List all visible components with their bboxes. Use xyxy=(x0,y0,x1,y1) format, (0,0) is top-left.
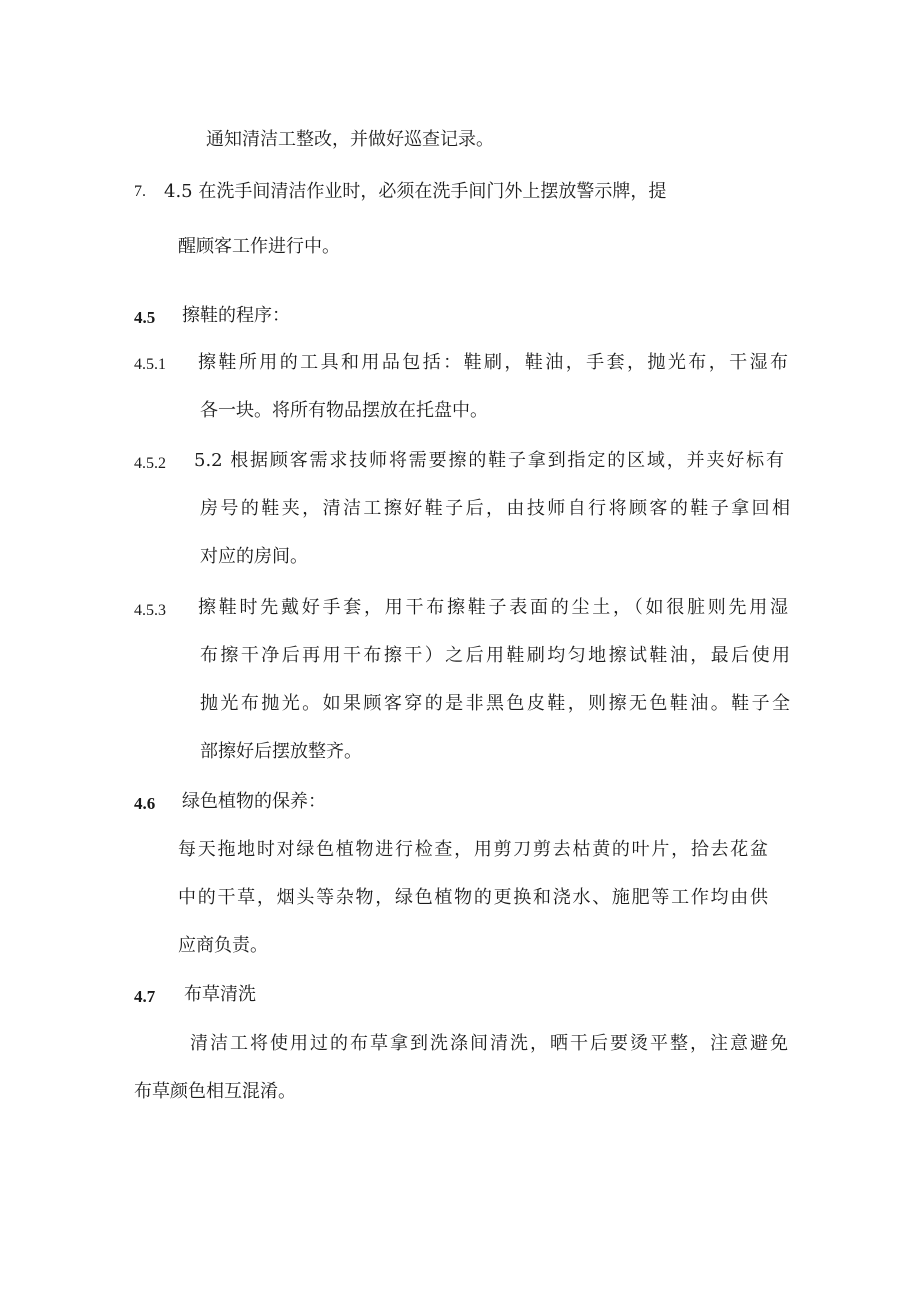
section-4-5-title: 擦鞋的程序： xyxy=(182,305,290,326)
section-4-5-number: 4.5 xyxy=(134,308,156,327)
item-4-5-3-line-4: 部擦好后摆放整齐。 xyxy=(200,741,362,762)
item-4-5-2-line-1: 5.2 根据顾客需求技师将需要擦的鞋子拿到指定的区域，并夹好标有 xyxy=(194,450,784,471)
section-4-6-number: 4.6 xyxy=(134,794,156,813)
section-4-7-line-1: 清洁工将使用过的布草拿到洗涤间清洗，晒干后要烫平整，注意避免 xyxy=(190,1033,788,1054)
item-4-5-1-line-2: 各一块。将所有物品摆放在托盘中。 xyxy=(200,400,488,421)
item-7-line-1: 4.5 在洗手间清洁作业时，必须在洗手间门外上摆放警示牌，提 xyxy=(164,181,667,202)
item-4-5-1-number: 4.5.1 xyxy=(134,356,166,373)
item-4-5-2-line-3: 对应的房间。 xyxy=(200,546,308,567)
item-7-line-2: 醒顾客工作进行中。 xyxy=(178,236,340,257)
section-4-6-line-1: 每天拖地时对绿色植物进行检查，用剪刀剪去枯黄的叶片，拾去花盆 xyxy=(178,839,768,860)
section-4-6-title: 绿色植物的保养： xyxy=(182,791,326,812)
item-4-5-1-line-1: 擦鞋所用的工具和用品包括：鞋刷，鞋油，手套，抛光布，干湿布 xyxy=(198,352,788,373)
item-4-5-2-line-2: 房号的鞋夹，清洁工擦好鞋子后，由技师自行将顾客的鞋子拿回相 xyxy=(200,498,790,519)
intro-line: 通知清洁工整改，并做好巡查记录。 xyxy=(206,129,494,150)
section-4-6-line-2: 中的干草，烟头等杂物，绿色植物的更换和浇水、施肥等工作均由供 xyxy=(178,887,768,908)
section-4-6-line-3: 应商负责。 xyxy=(178,935,268,956)
item-4-5-3-line-2: 布擦干净后再用干布擦干）之后用鞋刷均匀地擦试鞋油，最后使用 xyxy=(200,645,790,666)
item-4-5-3-line-1: 擦鞋时先戴好手套，用干布擦鞋子表面的尘土，（如很脏则先用湿 xyxy=(198,597,788,618)
item-4-5-3-line-3: 抛光布抛光。如果顾客穿的是非黑色皮鞋，则擦无色鞋油。鞋子全 xyxy=(200,693,790,714)
section-4-7-title: 布草清洗 xyxy=(184,984,256,1005)
item-4-5-2-number: 4.5.2 xyxy=(134,455,166,472)
section-4-7-number: 4.7 xyxy=(134,987,156,1006)
section-4-7-line-2: 布草颜色相互混淆。 xyxy=(134,1081,296,1102)
item-7-marker: 7. xyxy=(134,183,146,200)
item-4-5-3-number: 4.5.3 xyxy=(134,602,166,619)
